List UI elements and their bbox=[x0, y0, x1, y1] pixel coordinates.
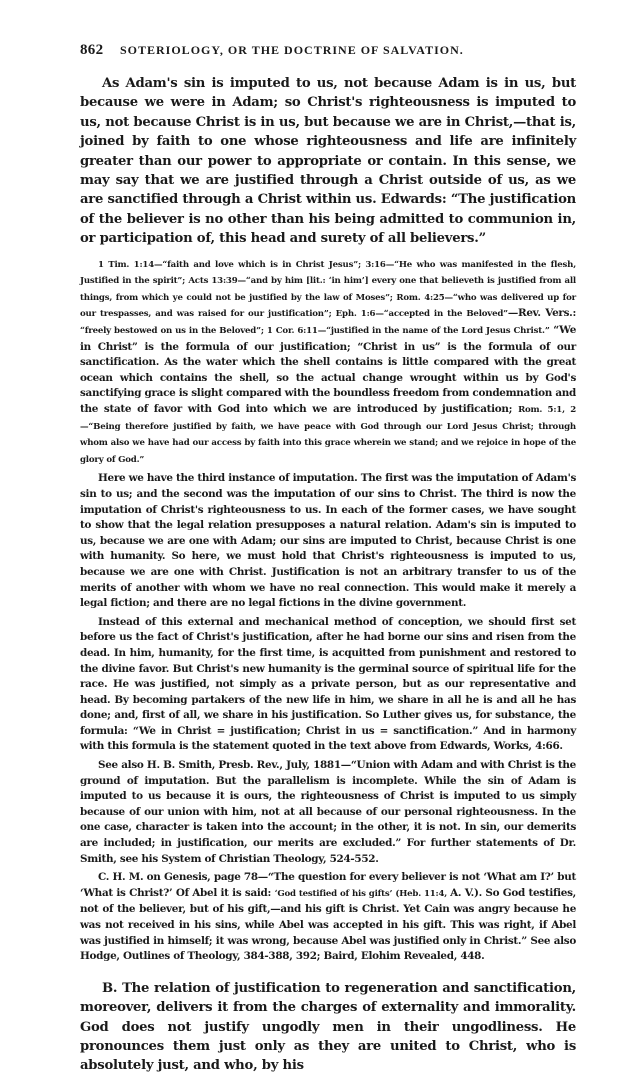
note-segment: Rom. 5:1, 2—“Being therefore justified by faith, we have peace with God through our Lord Jesus Christ; through whom also we have had our access by faith into this grace wherein we stand; and we rejoice in hope of the glory of God.” bbox=[80, 405, 576, 465]
running-head bbox=[80, 42, 576, 60]
running-title: SOTERIOLOGY, OR THE DOCTRINE OF SALVATION. bbox=[120, 43, 464, 57]
main-paragraph: As Adam's sin is imputed to us, not because Adam is in us, but because we were in Adam; so Christ's righteousness is imputed to us, not because Christ is in us, but because we are in Christ,—that is, joined by faith to one whose righteousness and life are infinitely greater than our power to appropriate or contain. In this sense, we may say that we are justified through a Christ outside of us, as we are sanctified through a Christ within us. Edwards: “The justification of the believer is no other than his being admitted to communion in, or participation of, this head and surety of all believers.” bbox=[80, 76, 576, 247]
note-segment: —Rev. Vers.: bbox=[507, 307, 576, 320]
note-third-instance: Here we have the third instance of imputation. The first was the imputation of Adam's sin to us; and the second was the imputation of our sins to Christ. The third is now the imputation of Christ's righteousness to us. In each of the former cases, we have sought to show that the legal relation presupposes a natural relation. Adam's sin is imputed to us, because we are one with Adam; our sins are imputed to Christ, because Christ is one with humanity. So here, we must hold that Christ's righteousness is imputed to us, because we are one with Christ. Justification is not an arbitrary transfer to us of the merits of another with whom we have no real connection. This would make it merely a legal fiction; and there are no legal fictions in the divine government. bbox=[80, 472, 577, 610]
section-b-paragraph: B. The relation of justification to regeneration and sanctification, moreover, delivers it from the charges of externality and immorality. God does not justify ungodly men in their ungodliness. He pronounces them just only as they are united to Christ, who is absolutely just, and who, by his bbox=[80, 980, 576, 1074]
note-scripture-refs bbox=[80, 257, 576, 469]
note-segment: “freely bestowed on us in the Beloved”; 1 Cor. 6:11—“justified in the name of the Lord Jesus Christ.” bbox=[80, 326, 550, 337]
note-segment: ‘God testified of his gifts’ (Heb. 11:4, bbox=[274, 888, 451, 899]
page-number: 862 bbox=[80, 42, 104, 58]
note-chm-genesis bbox=[80, 870, 576, 965]
note-segment: 1 Tim. 1:14—“faith and love which is in Christ Jesus”; 3:16—“He who was manifested in the flesh, Justified in the spirit”; Acts 13:39—“and by him [lit.: ‘in him’] every one that believeth is justified from all things, from which ye could not be justified by the law of Moses”; Rom. 4:25—“who was delivered up for our trespasses, and was raised for our justification”; Eph. 1:6—“accepted in the Beloved” bbox=[80, 259, 576, 320]
note-segment: A. V.). So God testifies, not of the believer, but of his gift,—and his gift is Christ. Yet Cain was angry because he was not received in his sins, while Abel was accepted in his gift. This was right, if Abel was justified in himself; it was wrong, because Abel was justified only in Christ.” See also Hodge, Outlines of Theology, 384-388, 392; Baird, Elohim Revealed, 448. bbox=[80, 886, 576, 963]
note-hb-smith: See also H. B. Smith, Presb. Rev., July, 1881—“Union with Adam and with Christ is the ground of imputation. But the parallelism is incomplete. While the sin of Adam is imputed to us because it is ours, the righteousness of Christ is imputed to us simply because of our union with him, not at all because of our personal righteousness. In the one case, character is taken into the account; in the other, it is not. In sin, our demerits are included; in justification, our merits are excluded.” For further statements of Dr. Smith, see his System of Christian Theology, 524-552. bbox=[80, 759, 576, 865]
note-segment: C. H. M. on Genesis, page 78—“The question for every believer is not ‘What am I?’ but ‘What is Christ?’ Of Abel it is said: bbox=[80, 871, 576, 899]
note-instead-of: Instead of this external and mechanical method of conception, we should first set before us the fact of Christ's justification, after he had borne our sins and risen from the dead. In him, humanity, for the first time, is acquitted from punishment and restored to the divine favor. But Christ's new humanity is the germinal source of spiritual life for the race. He was justified, not simply as a private person, but as our representative and head. By becoming partakers of the new life in him, we share in all he is and all he has done; and, first of all, we share in his justification. So Luther gives us, for substance, the formula: “We in Christ = justification; Christ in us = sanctification.” And in harmony with this formula is the statement quoted in the text above from Edwards, Works, 4:66. bbox=[80, 615, 576, 753]
note-segment: “We in Christ” is the formula of our justification; “Christ in us” is the formula of our sanctification. As the water which the shell contains is little compared with the great ocean which contains the shell, so the actual change wrought within us by God's sanctifying grace is slight compared with the boundless freedom from condemnation and the state of favor with God into which we are introduced by justification; bbox=[80, 324, 576, 415]
book-page bbox=[80, 42, 576, 1084]
